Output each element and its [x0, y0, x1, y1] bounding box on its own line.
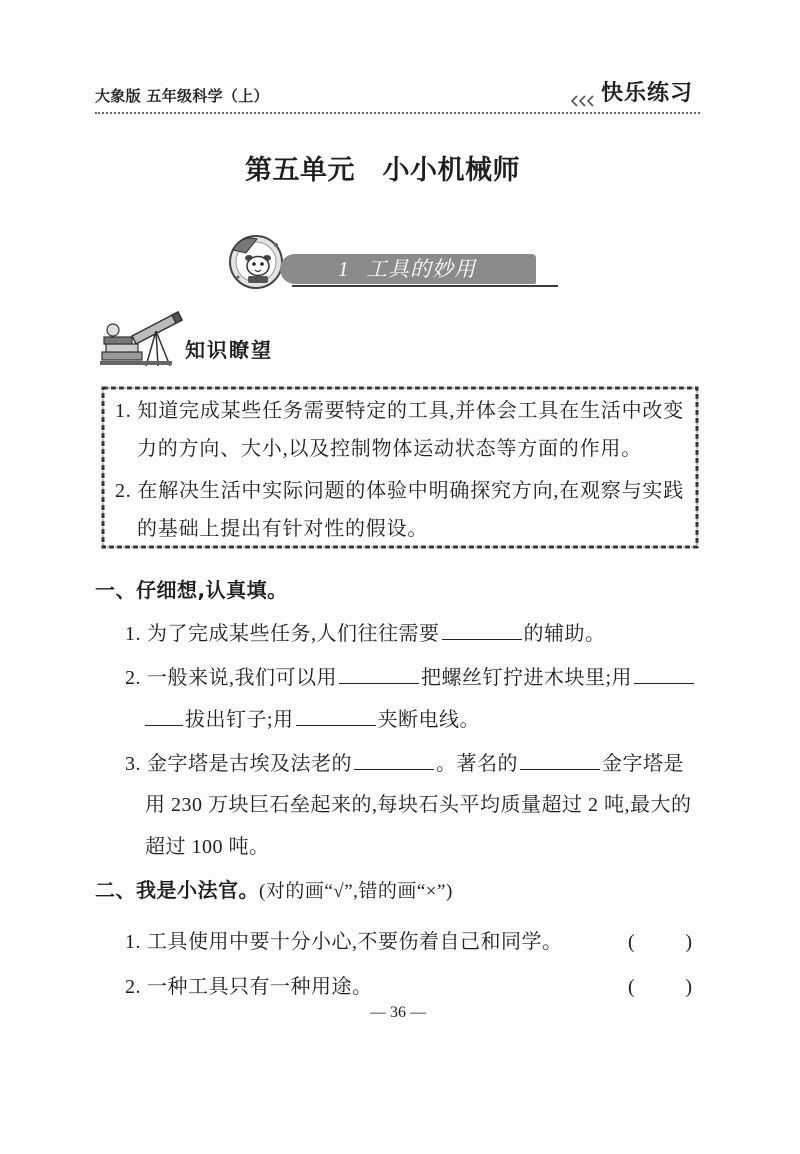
question-text: 金字塔是古埃及法老的 [147, 753, 352, 775]
bracket-close: ) [685, 976, 692, 998]
series-title: 快乐练习 [601, 81, 694, 106]
judge-item-1 [125, 928, 563, 956]
part-two-instruction: (对的画“√”,错的画“×”) [259, 881, 453, 902]
chevrons-left-icon [569, 94, 597, 108]
answer-blank [296, 707, 376, 726]
lesson-title: 工具的妙用 [366, 257, 476, 281]
fill-question-3-line-1 [125, 750, 684, 778]
part-one-heading: 一、仔细想,认真填。 [95, 578, 288, 602]
page-number: — 36 — [370, 1004, 426, 1021]
fill-question-3-line-3: 超过 100 吨。 [145, 836, 270, 858]
answer-blank [520, 751, 600, 770]
cartoon-mascot-icon [226, 231, 286, 291]
bracket-close: ) [685, 931, 692, 953]
question-text: 的辅助。 [523, 623, 606, 645]
question-text: 一般来说,我们可以用 [147, 667, 337, 689]
question-text: 为了完成某些任务,人们往往需要 [147, 623, 440, 645]
question-number: 1. [125, 931, 141, 953]
question-text: 把螺丝钉拧进木块里;用 [421, 667, 633, 689]
question-number: 3. [125, 753, 141, 775]
part-two-heading [95, 876, 453, 906]
answer-bracket [628, 928, 692, 956]
fill-question-2-line-1 [125, 664, 696, 692]
question-number: 2. [125, 976, 141, 998]
question-text: 工具使用中要十分小心,不要伤着自己和同学。 [147, 931, 563, 953]
fill-question-3-line-2: 用 230 万块巨石垒起来的,每块石头平均质量超过 2 吨,最大的 [145, 794, 692, 816]
header-divider [95, 112, 700, 114]
telescope-icon [98, 304, 184, 368]
question-text: 拔出钉子;用 [185, 709, 294, 731]
book-title: 大象版 五年级科学（上） [95, 87, 269, 105]
objective-2-line-2: 的基础上提出有针对性的假设。 [137, 518, 429, 540]
question-number: 1. [125, 623, 141, 645]
answer-blank [634, 665, 694, 684]
objective-2-line-1: 2. 在解决生活中实际问题的体验中明确探究方向,在观察与实践 [115, 480, 684, 502]
objective-1-line-1: 1. 知道完成某些任务需要特定的工具,并体会工具在生活中改变 [115, 400, 684, 422]
question-text: 夹断电线。 [377, 709, 481, 731]
answer-blank [145, 707, 183, 726]
knowledge-section-label: 知识瞭望 [185, 338, 273, 362]
judge-item-2 [125, 973, 373, 1001]
part-two-title: 二、我是小法官。 [95, 878, 259, 902]
lesson-number: 1 [338, 257, 349, 281]
answer-blank [442, 621, 522, 640]
question-text: 一种工具只有一种用途。 [147, 976, 373, 998]
objective-1-line-2: 力的方向、大小,以及控制物体运动状态等方面的作用。 [137, 438, 642, 460]
lesson-banner [280, 254, 536, 284]
question-number: 2. [125, 667, 141, 689]
bracket-open: ( [628, 931, 635, 953]
fill-question-1 [125, 620, 606, 648]
question-text: 金字塔是 [602, 753, 684, 775]
answer-blank [339, 665, 419, 684]
answer-bracket [628, 973, 692, 1001]
banner-underline [292, 285, 558, 287]
unit-title: 第五单元 小小机械师 [245, 155, 520, 185]
answer-blank [354, 751, 434, 770]
fill-question-2-line-2 [145, 706, 480, 734]
question-text: 。著名的 [436, 753, 518, 775]
bracket-open: ( [628, 976, 635, 998]
